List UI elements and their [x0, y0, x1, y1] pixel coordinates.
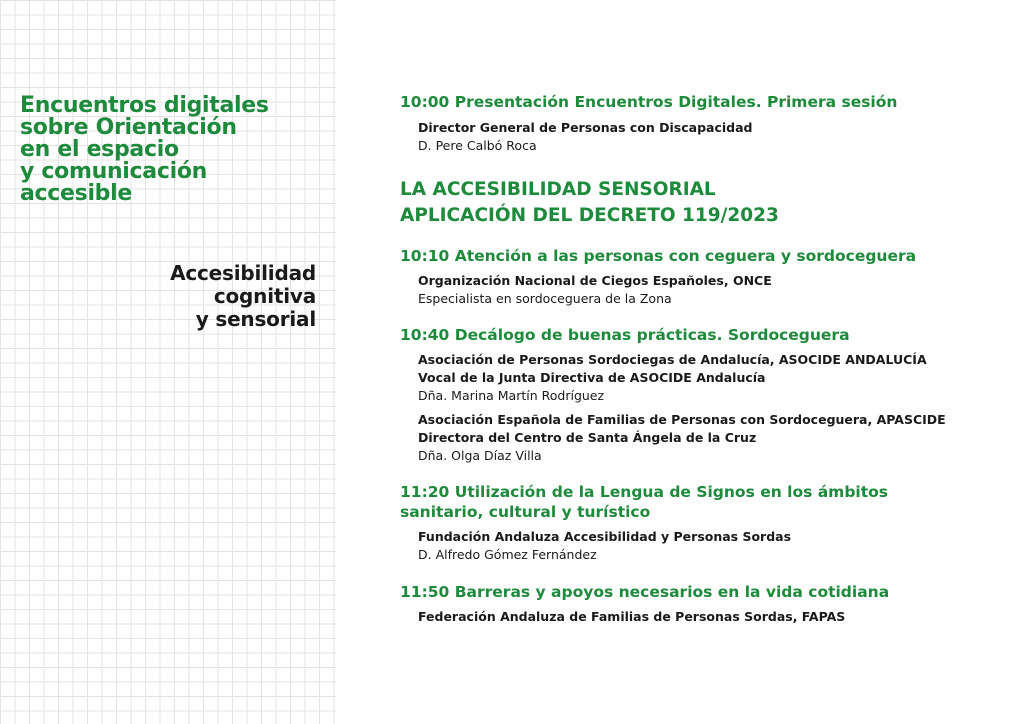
event-title-line: accesible [20, 181, 132, 206]
session-heading: 10:40 Decálogo de buenas prácticas. Sordoceguera [400, 326, 850, 344]
event-title-line: y comunicación [20, 159, 207, 184]
session-heading: 11:50 Barreras y apoyos necesarios en la vida cotidiana [400, 583, 890, 601]
session-speaker: Dña. Olga Díaz Villa [418, 448, 542, 463]
event-subtitle-line: y sensorial [195, 307, 316, 331]
session-heading-continued: sanitario, cultural y turístico [400, 503, 651, 521]
session-speaker: D. Alfredo Gómez Fernández [418, 547, 597, 562]
section-title-line: LA ACCESIBILIDAD SENSORIAL [400, 179, 716, 200]
event-subtitle-line: cognitiva [213, 284, 316, 308]
session-organization: Organización Nacional de Ciegos Españoles, ONCE [418, 273, 772, 288]
session-organization: Federación Andaluza de Familias de Personas Sordas, FAPAS [418, 609, 846, 624]
session-role: Directora del Centro de Santa Ángela de la Cruz [418, 430, 757, 445]
session-organization: Fundación Andaluza Accesibilidad y Personas Sordas [418, 529, 792, 544]
event-title-line: en el espacio [20, 137, 179, 162]
session-role: Vocal de la Junta Directiva de ASOCIDE Andalucía [418, 370, 766, 385]
event-subtitle-line: Accesibilidad [170, 261, 316, 285]
event-title-line: sobre Orientación [20, 115, 237, 140]
section-title-line: APLICACIÓN DEL DECRETO 119/2023 [400, 205, 779, 226]
event-subtitle [170, 262, 316, 331]
session-organization: Director General de Personas con Discapacidad [418, 120, 753, 135]
session-organization: Asociación de Personas Sordociegas de Andalucía, ASOCIDE ANDALUCÍA [418, 352, 927, 367]
session-speaker: D. Pere Calbó Roca [418, 138, 537, 153]
session-speaker: Especialista en sordoceguera de la Zona [418, 291, 672, 306]
session-speaker: Dña. Marina Martín Rodríguez [418, 388, 605, 403]
event-title [20, 95, 320, 205]
event-title-line: Encuentros digitales [20, 93, 269, 118]
session-heading: 10:00 Presentación Encuentros Digitales. Primera sesión [400, 93, 898, 111]
session-heading: 11:20 Utilización de la Lengua de Signos en los ámbitos [400, 483, 889, 501]
session-heading: 10:10 Atención a las personas con ceguera y sordoceguera [400, 247, 917, 265]
session-organization: Asociación Española de Familias de Personas con Sordoceguera, APASCIDE [418, 412, 946, 427]
